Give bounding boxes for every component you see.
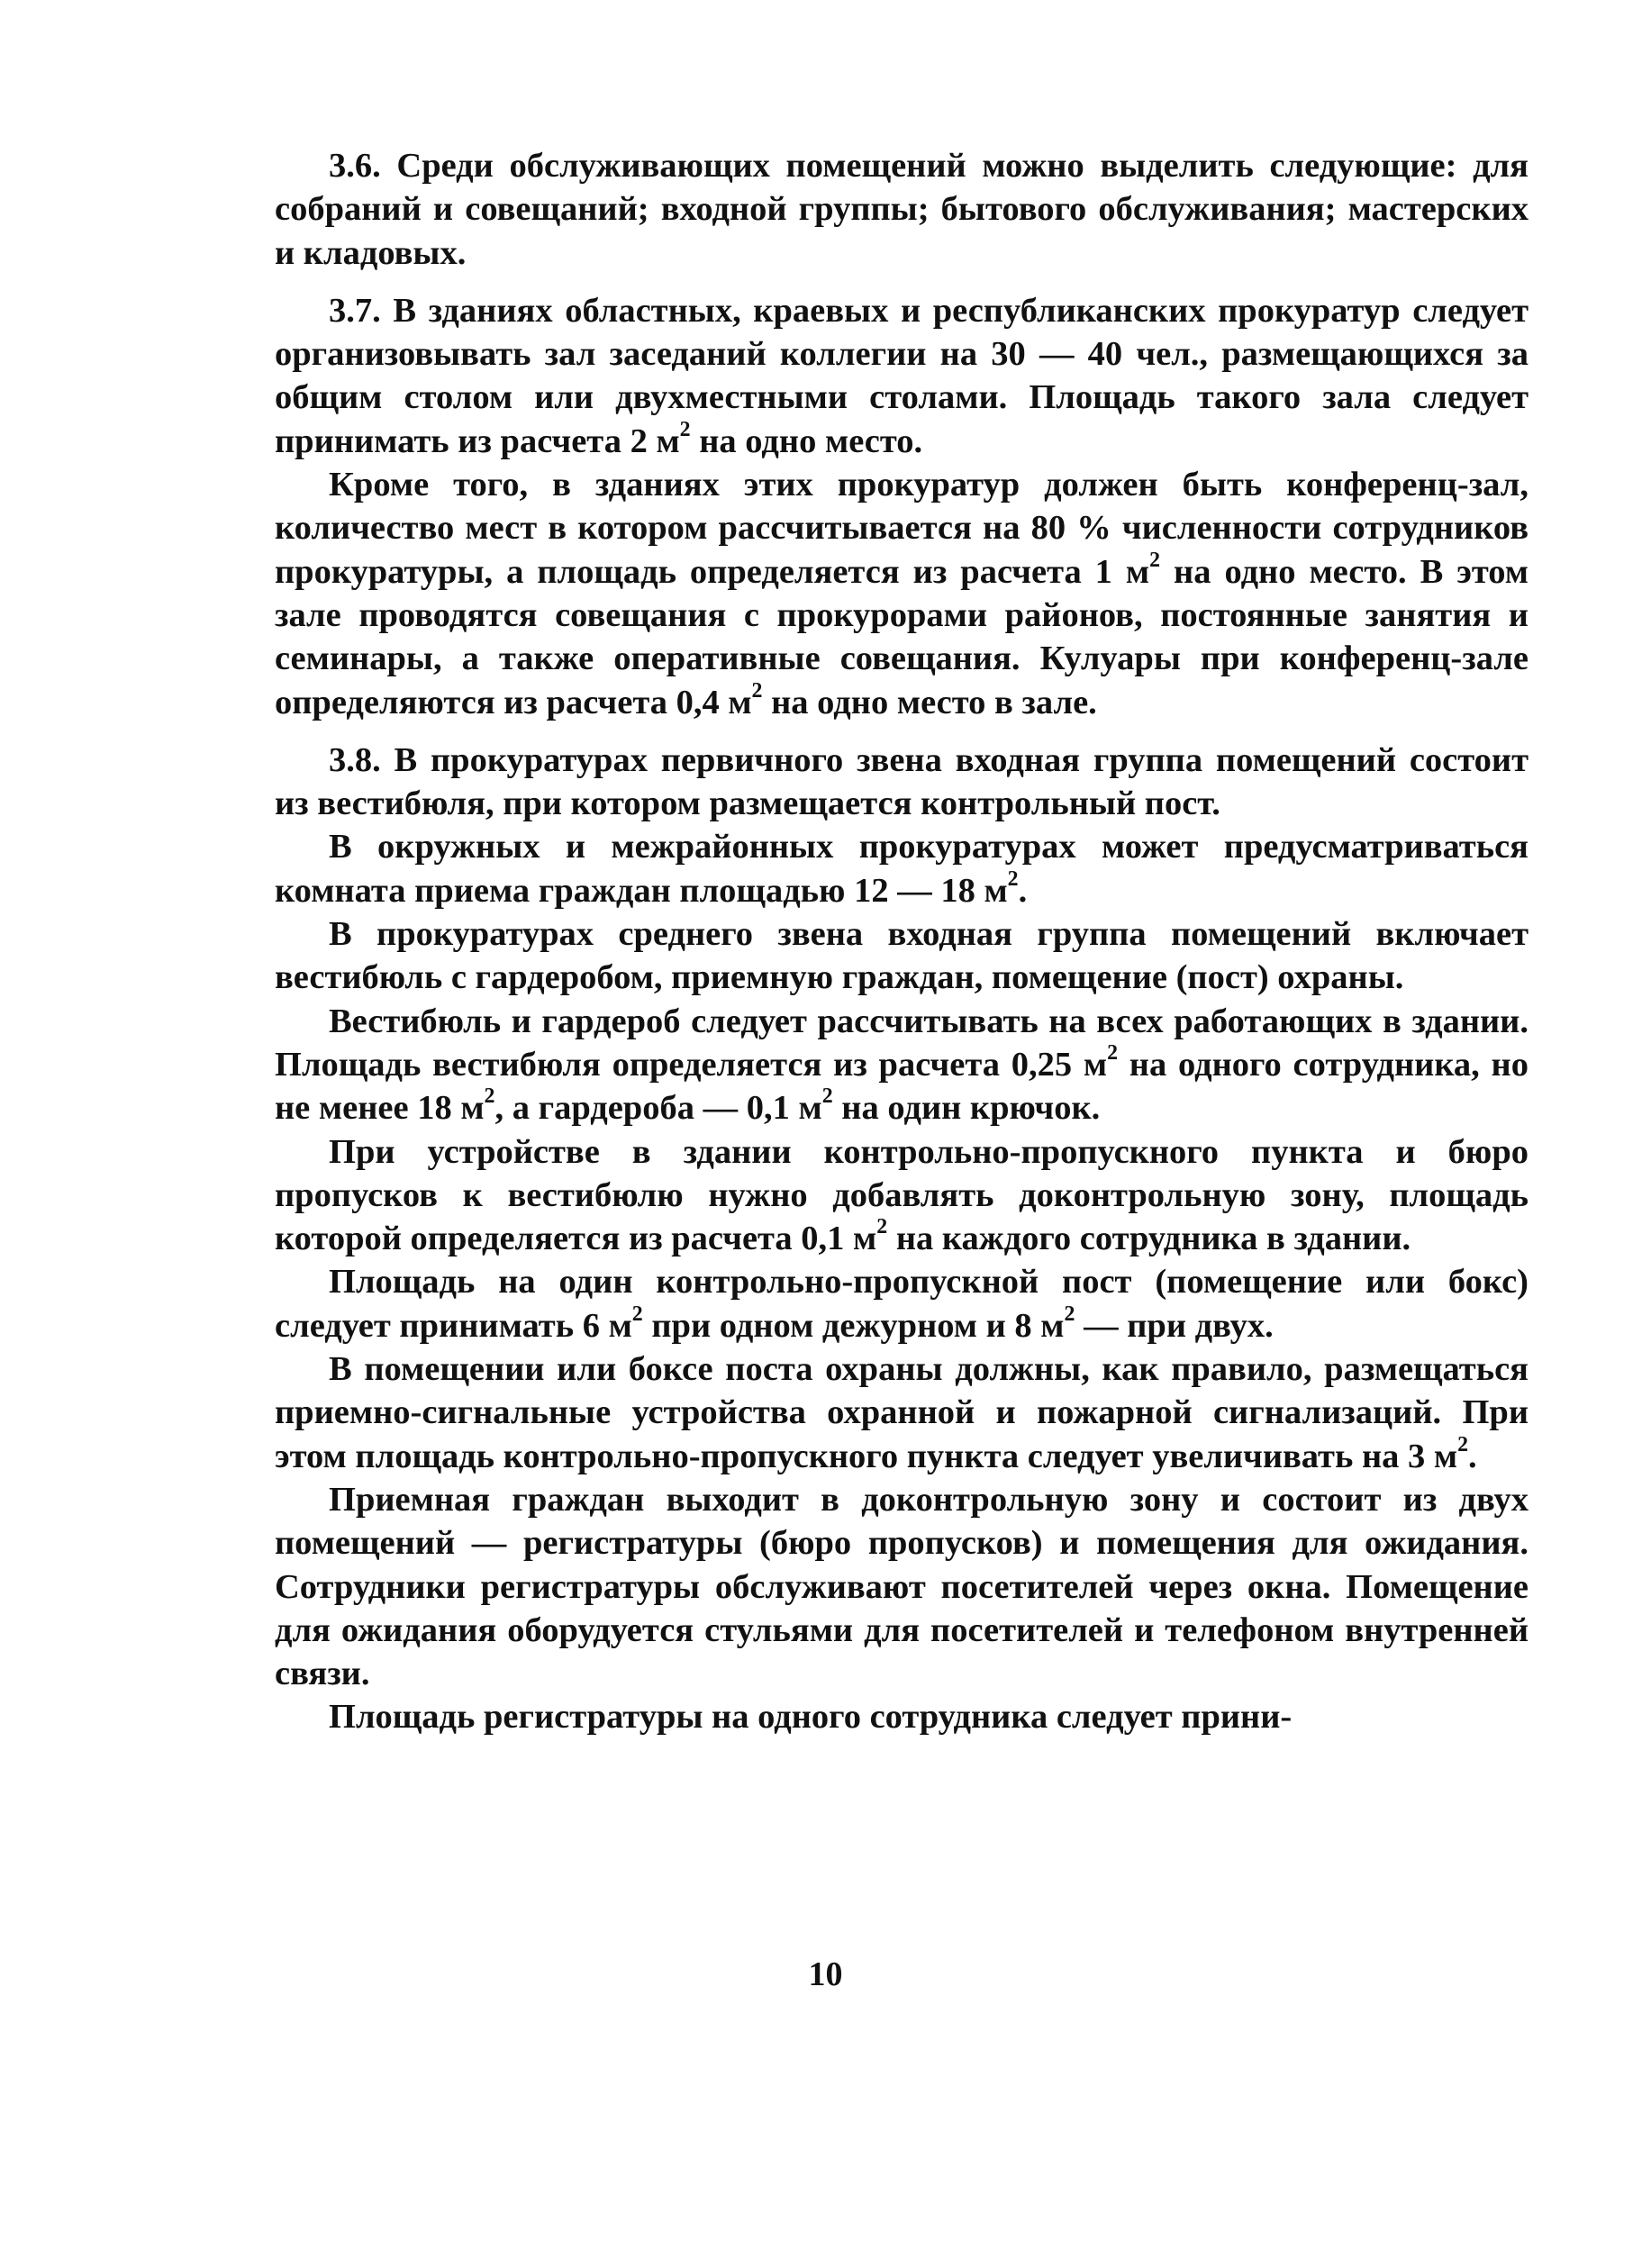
page-number: 10 [808,1955,843,1993]
superscript-two: 2 [631,1302,643,1326]
paragraph-text: В помещении или боксе поста охраны должны, как правило, размещаться приемно-сигнальные устройства охранной и пожарной сигнализаций. При этом площадь контрольно-пропускного пункта следует увеличивать на 3 $м^2$. [275,1350,1529,1475]
paragraph-text: Вестибюль и гардероб следует рассчитывать на всех работающих в здании. Площадь вестибюля определяется из расчета 0,25 $м^2$ на одного сотрудника, но не менее 18 $м^2$, а гардероба — 0,1 $м^2$ на один крючок. [275,1002,1529,1128]
paragraph-text: В окружных и межрайонных прокуратурах может предусматриваться комната приема граждан площадью 12 — 18 $м^2$. [275,828,1529,910]
superscript-two: 2 [1007,866,1019,891]
superscript-two: 2 [484,1084,495,1109]
paragraph-text: Площадь регистратуры на одного сотрудника следует прини- [329,1698,1293,1737]
clause-number: 3.8. [329,740,381,779]
clause-number: 3.6. [329,147,381,185]
superscript-two: 2 [821,1084,833,1109]
superscript-two: 2 [876,1215,888,1239]
superscript-two: 2 [1107,1041,1119,1066]
superscript-two: 2 [1457,1432,1469,1456]
paragraph-text: Среди обслуживающих помещений можно выделить следующие: для собраний и совещаний; входной группы; бытового обслуживания; мастерских и кладовых. [275,147,1529,272]
superscript-two: 2 [1149,548,1161,572]
superscript-two: 2 [751,678,763,703]
paragraph-reception-room [275,825,1529,912]
paragraph-vestibule [275,1000,1529,1130]
body-text [275,144,1529,1739]
paragraph-registry-area [275,1695,1529,1738]
superscript-two: 2 [679,417,691,441]
paragraph-text: В прокуратурах среднего звена входная группа помещений включает вестибюль с гардеробом, приемную граждан, помещение (пост) охраны. [275,915,1529,997]
paragraph-citizen-reception [275,1478,1529,1695]
paragraph-text: Приемная граждан выходит в доконтрольную зону и состоит из двух помещений — регистратуры (бюро пропусков) и помещения для ожидания. Сотрудники регистратуры обслуживают посетителей через окна. Помещение для ожидания оборудуется стульями для посетителей и телефоном внутренней связи. [275,1480,1529,1693]
paragraph-text: При устройстве в здании контрольно-пропускного пункта и бюро пропусков к вестибюлю нужно добавлять доконтрольную зону, площадь которой определяется из расчета 0,1 $м^2$ на каждого сотрудника в здании. [275,1132,1529,1258]
paragraph-conference-hall [275,463,1529,724]
paragraph-checkpoint-area [275,1260,1529,1347]
paragraph-middle-level [275,912,1529,1000]
paragraph-text: В зданиях областных, краевых и республиканских прокуратур следует организовывать зал заседаний коллегии на 30 — 40 чел., размещающихся за общим столом или двухместными столами. Площадь такого зала следует принимать из расчета 2 $м^2$ на одно место. [275,291,1529,460]
paragraph-text: В прокуратурах первичного звена входная группа помещений состоит из вестибюля, при котором размещается контрольный пост. [275,740,1529,823]
paragraph-3-7 [275,289,1529,463]
paragraph-3-8 [275,739,1529,826]
paragraph-security-post [275,1347,1529,1478]
clause-number: 3.7. [329,291,381,330]
superscript-two: 2 [1064,1302,1075,1326]
paragraph-checkpoint-zone [275,1130,1529,1261]
paragraph-text: Площадь на один контрольно-пропускной пост (помещение или бокс) следует принимать 6 $м^2$ при одном дежурном и 8 $м^2$ — при двух. [275,1263,1529,1345]
paragraph-text: Кроме того, в зданиях этих прокуратур должен быть конференц-зал, количество мест в котором рассчитывается на 80 % численности сотрудников прокуратуры, а площадь определяется из расчета 1 $м^2$ на одно место. В этом зале проводятся совещания с прокурорами районов, постоянные занятия и семинары, а также оперативные совещания. Кулуары при конференц-зале определяются из расчета 0,4 $м^2$ на одно место в зале. [275,466,1529,721]
paragraph-3-6 [275,144,1529,275]
